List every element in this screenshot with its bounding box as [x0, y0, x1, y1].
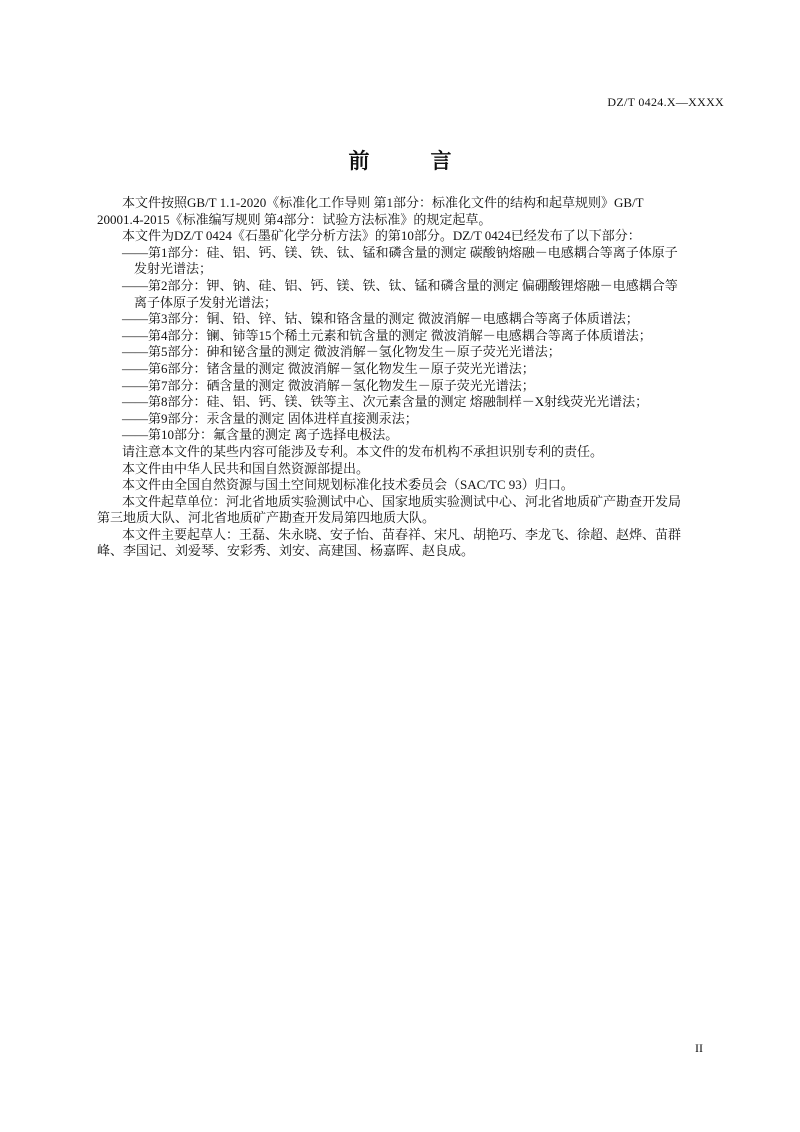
paragraph-line: 峰、李国记、刘爱琴、安彩秀、刘安、高建国、杨嘉晖、赵良成。: [97, 543, 475, 559]
paragraph-line: 本文件主要起草人：王磊、朱永晓、安子怡、苗春祥、宋凡、胡艳巧、李龙飞、徐超、赵烨、苗群: [122, 526, 682, 542]
paragraph-line: 本文件由中华人民共和国自然资源部提出。: [122, 460, 370, 476]
paragraph-line: 第三地质大队、河北省地质矿产勘查开发局第四地质大队。: [97, 510, 436, 526]
list-item: ——第5部分：砷和铋含量的测定 微波消解－氢化物发生－原子荧光光谱法；: [122, 344, 561, 360]
list-item: ——第10部分：氟含量的测定 离子选择电极法。: [122, 427, 399, 443]
list-item: ——第2部分：钾、钠、硅、铝、钙、镁、铁、钛、锰和磷含量的测定 偏硼酸锂熔融－电感耦合等: [122, 277, 678, 293]
paragraph-line: 20001.4-2015《标准编写规则 第4部分：试验方法标准》的规定起草。: [97, 211, 492, 227]
document-code-header: DZ/T 0424.X—XXXX: [607, 95, 724, 109]
foreword-body: [97, 195, 727, 560]
list-item-continuation: 离子体原子发射光谱法；: [134, 294, 278, 310]
paragraph-line: 本文件由全国自然资源与国土空间规划标准化技术委员会（SAC/TC 93）归口。: [122, 477, 574, 493]
paragraph-line: 本文件按照GB/T 1.1-2020《标准化工作导则 第1部分：标准化文件的结构和起草规则》GB/T: [122, 195, 644, 210]
page-title: 前 言: [348, 149, 472, 173]
list-item: ——第8部分：硅、铝、钙、镁、铁等主、次元素含量的测定 熔融制样－X射线荧光光谱法；: [122, 394, 649, 410]
list-item: ——第6部分：锗含量的测定 微波消解－氢化物发生－原子荧光光谱法；: [122, 360, 535, 376]
paragraph-line: 本文件为DZ/T 0424《石墨矿化学分析方法》的第10部分。DZ/T 0424已经发布了以下部分：: [122, 228, 641, 244]
list-item: ——第9部分：汞含量的测定 固体进样直接测汞法；: [122, 410, 418, 426]
page-number: II: [695, 1041, 703, 1055]
list-item: ——第7部分：硒含量的测定 微波消解－氢化物发生－原子荧光光谱法；: [122, 377, 535, 393]
paragraph-line: 请注意本文件的某些内容可能涉及专利。本文件的发布机构不承担识别专利的责任。: [122, 443, 604, 459]
list-item: ——第3部分：铜、铅、锌、钴、镍和铬含量的测定 微波消解－电感耦合等离子体质谱法；: [122, 311, 639, 327]
paragraph-line: 本文件起草单位：河北省地质实验测试中心、国家地质实验测试中心、河北省地质矿产勘查开发局: [122, 493, 682, 509]
list-item: ——第1部分：硅、铝、钙、镁、铁、钛、锰和磷含量的测定 碳酸钠熔融－电感耦合等离子体原子: [122, 244, 678, 260]
list-item-continuation: 发射光谱法；: [134, 261, 213, 277]
list-item: ——第4部分：镧、铈等15个稀土元素和钪含量的测定 微波消解－电感耦合等离子体质谱法；: [122, 327, 652, 343]
